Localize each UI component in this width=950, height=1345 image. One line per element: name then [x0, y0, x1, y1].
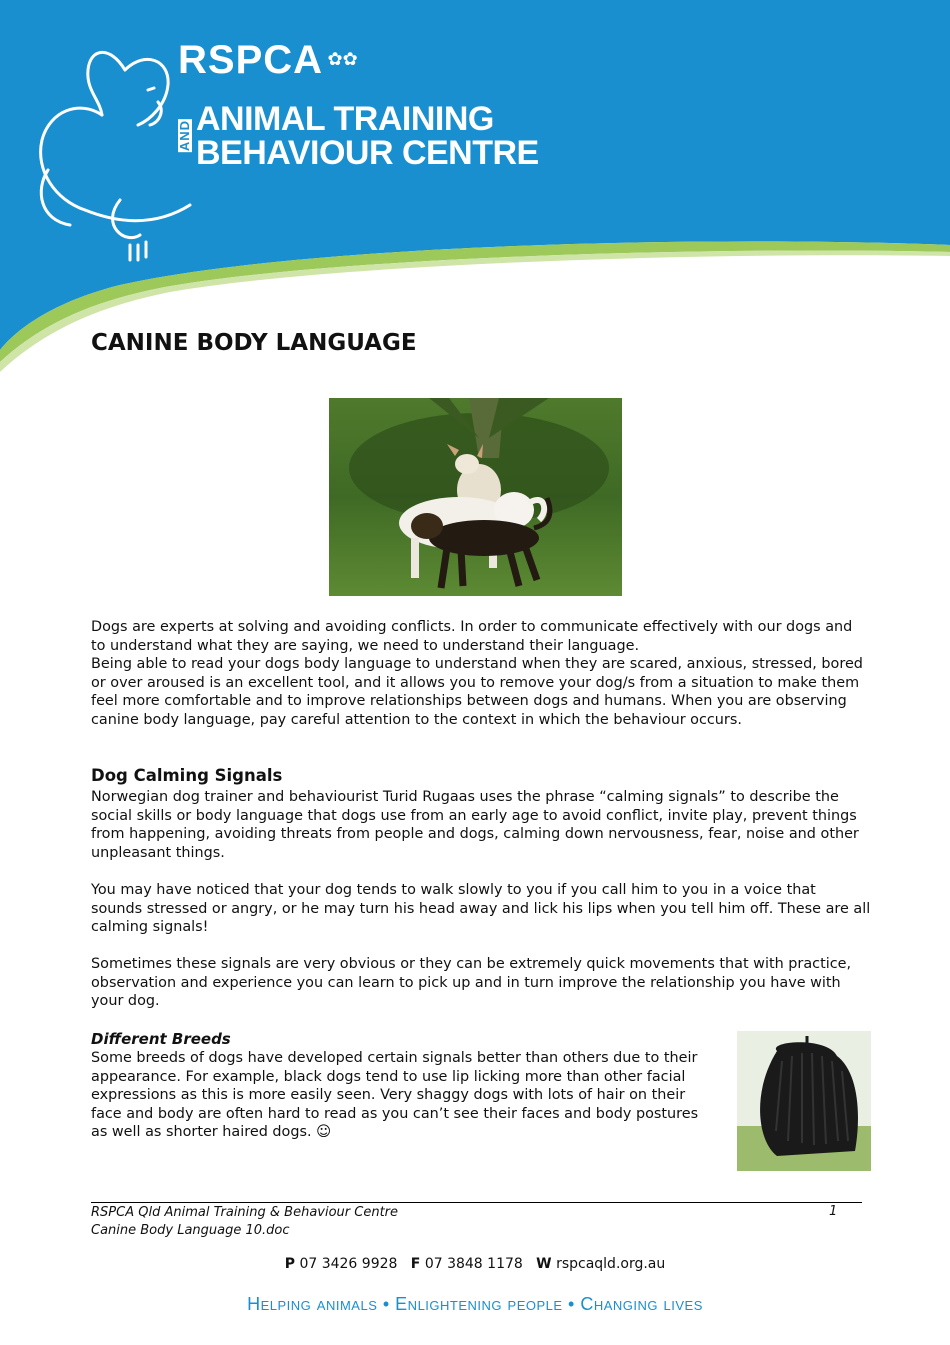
- calming-paragraph-2: You may have noticed that your dog tends to walk slowly to you if you call him to you in a voice that sounds stressed or angry, or he may turn his head away and lick his lips when you tell him off. These are all calming signals!: [91, 882, 871, 935]
- intro-section: [91, 618, 871, 729]
- footer-divider: [91, 1202, 862, 1203]
- calming-paragraph-1: Norwegian dog trainer and behaviourist Turid Rugaas uses the phrase “calming signals” to describe the social skills or body language that dogs use from an early age to avoid conflict, invite play, prevent things from happening, avoiding threats from people and dogs, calming down nervousness, fear, noise and other unpleasant things.: [91, 789, 859, 861]
- breeds-paragraph: Some breeds of dogs have developed certain signals better than others due to their appearance. For example, black dogs tend to use lip licking more than other facial expressions as this is more easily seen. Very shaggy dogs with lots of hair on their face and body are often hard to read as you can’t see their faces and body postures as well as shorter haired dogs. ☺: [91, 1050, 699, 1140]
- intro-paragraph-2: Being able to read your dogs body language to understand when they are scared, anxious, stressed, bored or over aroused is an excellent tool, and it allows you to remove your dog/s from a situation to make them feel more comfortable and to improve relationships between dogs and humans. When you are observing canine body language, pay careful attention to the context in which the behaviour occurs.: [91, 656, 863, 728]
- brand-logo: [177, 38, 539, 172]
- calming-paragraph-3: Sometimes these signals are very obvious or they can be extremely quick movements that with practice, observation and experience you can learn to pick up and in turn improve the relationship you have with your dog.: [91, 956, 852, 1009]
- brand-line-2: BEHAVIOUR CENTRE: [196, 134, 539, 172]
- calming-signals-heading: Dog Calming Signals: [91, 766, 283, 785]
- page-number: 1: [829, 1204, 838, 1219]
- dogs-playing-photo: [329, 398, 622, 596]
- phone-label: P: [284, 1256, 295, 1272]
- contact-details: [0, 1256, 950, 1272]
- paw-prints-icon: ✿✿: [327, 49, 358, 69]
- brand-and-label: AND: [177, 120, 192, 152]
- brand-name: RSPCA: [178, 38, 324, 82]
- page-title: CANINE BODY LANGUAGE: [91, 330, 417, 356]
- phone-number: 07 3426 9928: [299, 1256, 398, 1272]
- shaggy-dog-photo: [737, 1031, 871, 1171]
- web-label: W: [536, 1256, 552, 1272]
- fax-label: F: [410, 1256, 421, 1272]
- fax-number: 07 3848 1178: [424, 1256, 523, 1272]
- website-link[interactable]: rspcaqld.org.au: [556, 1256, 666, 1272]
- different-breeds-heading: Different Breeds: [91, 1030, 231, 1048]
- footer-line-1: RSPCA Qld Animal Training & Behaviour Centre: [91, 1205, 399, 1220]
- header-banner: [0, 0, 950, 380]
- intro-paragraph-1: Dogs are experts at solving and avoiding conflicts. In order to communicate effectively with our dogs and to understand what they are saying, we need to understand their language.: [91, 619, 853, 654]
- brand-line-1: ANIMAL TRAINING: [196, 100, 494, 138]
- tagline: Helping animals • Enlightening people • Changing lives: [247, 1294, 703, 1314]
- footer-info: [91, 1204, 398, 1240]
- footer-line-2: Canine Body Language 10.doc: [91, 1223, 290, 1238]
